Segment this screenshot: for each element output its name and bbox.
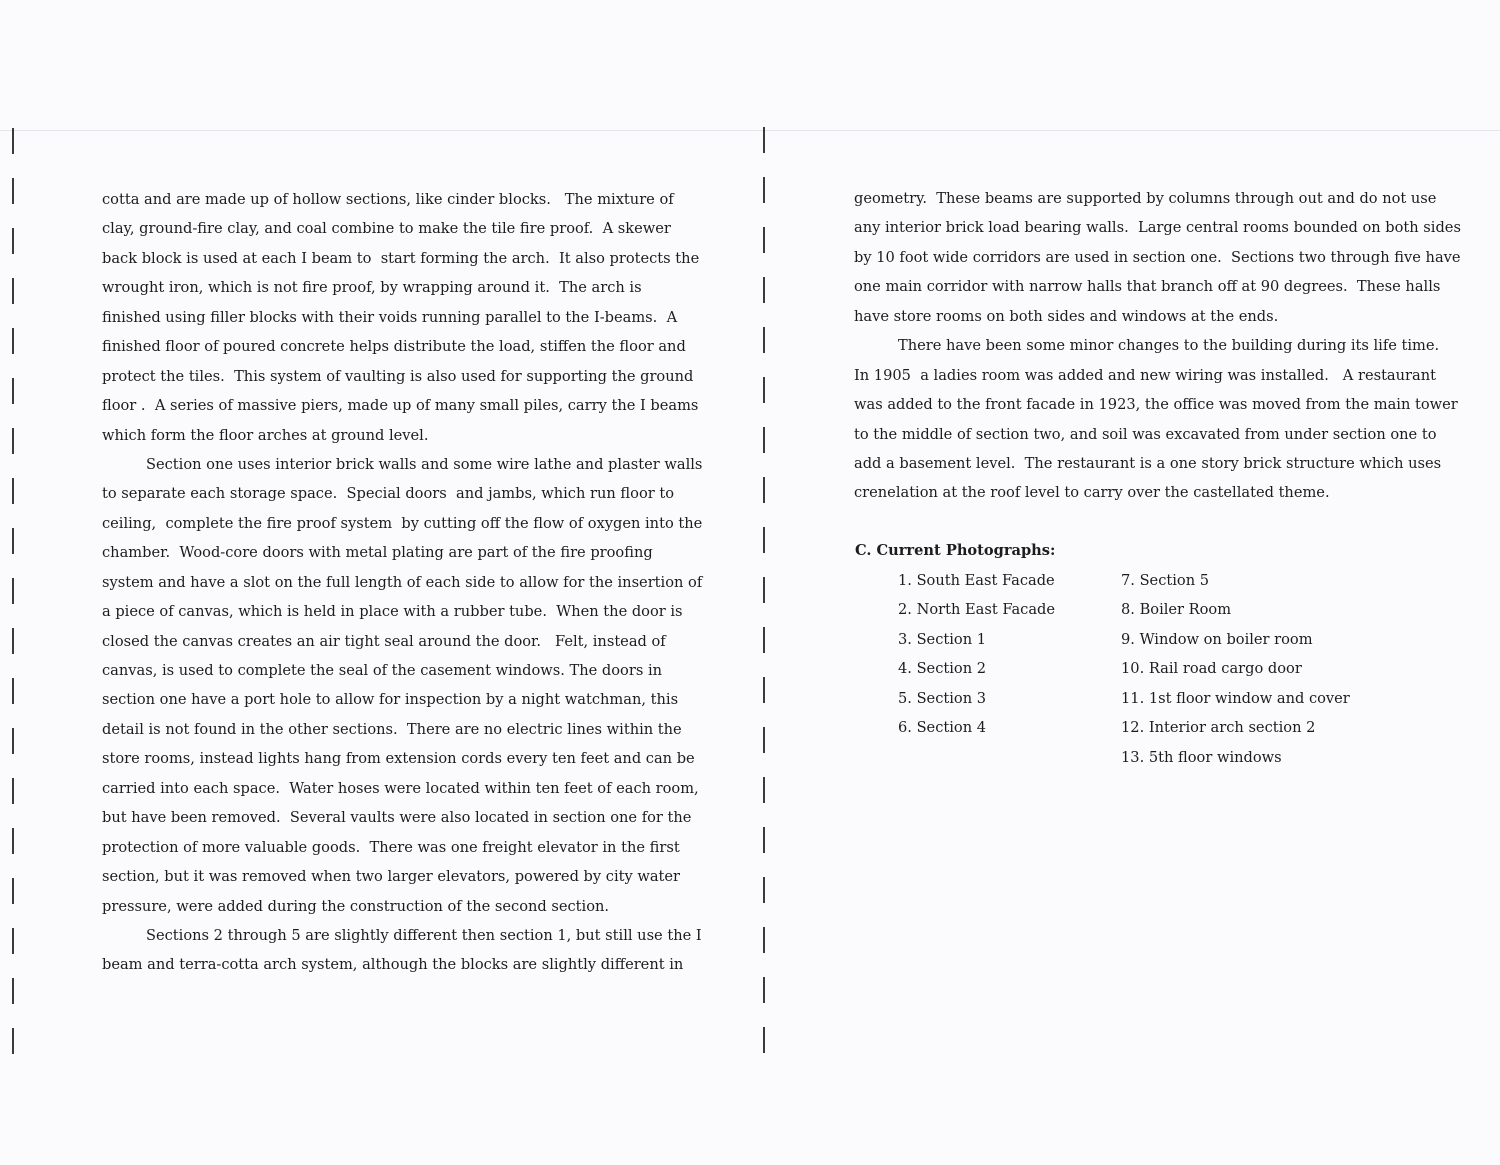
photo-list-item: 7. Section 5: [1121, 572, 1210, 589]
perforation-dash: [763, 627, 765, 653]
photo-list-item: 13. 5th floor windows: [1121, 748, 1282, 766]
text-line: wrought iron, which is not fire proof, by wrapping around it. The arch is: [102, 279, 642, 297]
paragraph-start-line: Sections 2 through 5 are slightly different then section 1, but still use the I: [146, 926, 702, 944]
perforation-dash: [763, 327, 765, 353]
text-line: canvas, is used to complete the seal of the casement windows. The doors in: [102, 662, 663, 679]
perforation-dash: [763, 827, 765, 853]
perforation-dash: [763, 277, 765, 303]
text-line: store rooms, instead lights hang from extension cords every ten feet and can be: [102, 750, 695, 768]
text-line: chamber. Wood-core doors with metal plating are part of the fire proofing: [102, 544, 653, 562]
page-top-rule: [0, 130, 1500, 131]
paragraph-start-line: Section one uses interior brick walls and some wire lathe and plaster walls: [146, 455, 703, 473]
perforation-dash: [763, 427, 765, 453]
text-line: to separate each storage space. Special doors and jambs, which run floor to: [102, 485, 675, 503]
perforation-dash: [763, 977, 765, 1003]
photo-list-item: 2. North East Facade: [898, 601, 1056, 619]
photo-list-item: 5. Section 3: [898, 689, 987, 707]
photo-list-first: [898, 566, 1055, 743]
text-line: pressure, were added during the construction of the second section.: [102, 897, 610, 915]
perforation-dash: [12, 828, 14, 854]
text-line: protect the tiles. This system of vaulting is also used for supporting the ground: [102, 367, 694, 385]
perforation-dash: [763, 727, 765, 753]
perforation-dash: [763, 677, 765, 703]
text-line: system and have a slot on the full length of each side to allow for the insertion of: [102, 573, 703, 591]
perforation-dash: [12, 128, 14, 154]
perforation-dash: [763, 877, 765, 903]
photo-list-item: 1. South East Facade: [898, 572, 1055, 589]
text-line: In 1905 a ladies room was added and new wiring was installed. A restaurant: [854, 366, 1436, 384]
photo-list-second: [1121, 566, 1350, 772]
text-line: but have been removed. Several vaults were also located in section one for the: [102, 809, 692, 827]
perforation-dash: [12, 278, 14, 304]
text-line: detail is not found in the other sections. There are no electric lines within the: [102, 720, 682, 738]
text-line: one main corridor with narrow halls that branch off at 90 degrees. These halls: [854, 278, 1441, 296]
right-column-text: [854, 184, 1461, 508]
perforation-dash: [12, 478, 14, 504]
section-heading-photographs: C. Current Photographs:: [855, 542, 1056, 559]
text-line: finished floor of poured concrete helps distribute the load, stiffen the floor and: [102, 338, 686, 356]
photo-list-item: 10. Rail road cargo door: [1121, 660, 1302, 678]
photo-list-item: 9. Window on boiler room: [1121, 630, 1313, 648]
text-line: protection of more valuable goods. There was one freight elevator in the first: [102, 838, 680, 856]
photo-list-item: 12. Interior arch section 2: [1121, 719, 1316, 737]
photo-list-item: 8. Boiler Room: [1121, 601, 1232, 619]
text-line: closed the canvas creates an air tight seal around the door. Felt, instead of: [102, 632, 666, 650]
perforation-dash: [12, 778, 14, 804]
text-line: beam and terra-cotta arch system, although the blocks are slightly different in: [102, 956, 684, 974]
perforation-dash: [12, 628, 14, 654]
text-line: a piece of canvas, which is held in place with a rubber tube. When the door is: [102, 603, 683, 621]
photo-list-item: 4. Section 2: [898, 660, 987, 678]
text-line: was added to the front facade in 1923, the office was moved from the main tower: [854, 396, 1458, 414]
perforation-dash: [763, 177, 765, 203]
text-line: section, but it was removed when two larger elevators, powered by city water: [102, 868, 681, 886]
perforation-dash: [12, 978, 14, 1004]
text-line: floor . A series of massive piers, made up of many small piles, carry the I beams: [102, 397, 699, 415]
text-line: clay, ground-fire clay, and coal combine to make the tile fire proof. A skewer: [102, 220, 671, 238]
photo-list-item: 3. Section 1: [898, 630, 987, 648]
perforation-dash: [763, 927, 765, 953]
text-line: add a basement level. The restaurant is a one story brick structure which uses: [854, 454, 1442, 472]
text-line: finished using filler blocks with their voids running parallel to the I-beams. A: [102, 308, 678, 326]
text-line: to the middle of section two, and soil was excavated from under section one to: [854, 425, 1437, 443]
perforation-dash: [12, 878, 14, 904]
perforation-dash: [12, 1028, 14, 1054]
text-line: any interior brick load bearing walls. Large central rooms bounded on both sides: [854, 219, 1461, 237]
text-line: which form the floor arches at ground level.: [102, 426, 429, 444]
text-line: carried into each space. Water hoses were located within ten feet of each room,: [102, 779, 699, 797]
text-line: cotta and are made up of hollow sections, like cinder blocks. The mixture of: [102, 191, 674, 208]
perforation-dash: [12, 178, 14, 204]
photo-list-item: 11. 1st floor window and cover: [1121, 689, 1350, 707]
text-line: crenelation at the roof level to carry over the castellated theme.: [854, 484, 1330, 502]
text-line: have store rooms on both sides and windows at the ends.: [854, 307, 1279, 325]
perforation-dash: [12, 528, 14, 554]
perforation-dash: [763, 577, 765, 603]
text-line: by 10 foot wide corridors are used in section one. Sections two through five have: [854, 248, 1461, 266]
perforation-dash: [763, 377, 765, 403]
perforation-dash: [763, 127, 765, 153]
text-line: section one have a port hole to allow for inspection by a night watchman, this: [102, 691, 679, 709]
perforation-dash: [12, 928, 14, 954]
paragraph-start-line: There have been some minor changes to the building during its life time.: [898, 337, 1440, 355]
perforation-dash: [763, 527, 765, 553]
perforation-dash: [12, 678, 14, 704]
perforation-dash: [12, 228, 14, 254]
text-line: back block is used at each I beam to start forming the arch. It also protects the: [102, 249, 700, 267]
left-column-text: [102, 185, 702, 980]
text-line: geometry. These beams are supported by columns through out and do not use: [854, 190, 1437, 207]
text-line: ceiling, complete the fire proof system by cutting off the flow of oxygen into the: [102, 514, 703, 532]
perforation-dash: [763, 777, 765, 803]
perforation-dash: [12, 428, 14, 454]
perforation-dash: [12, 328, 14, 354]
perforation-dash: [763, 227, 765, 253]
perforation-dash: [12, 378, 14, 404]
perforation-dash: [763, 1027, 765, 1053]
perforation-dash: [12, 578, 14, 604]
perforation-dash: [763, 477, 765, 503]
perforation-dash: [12, 728, 14, 754]
photo-list-item: 6. Section 4: [898, 719, 987, 737]
